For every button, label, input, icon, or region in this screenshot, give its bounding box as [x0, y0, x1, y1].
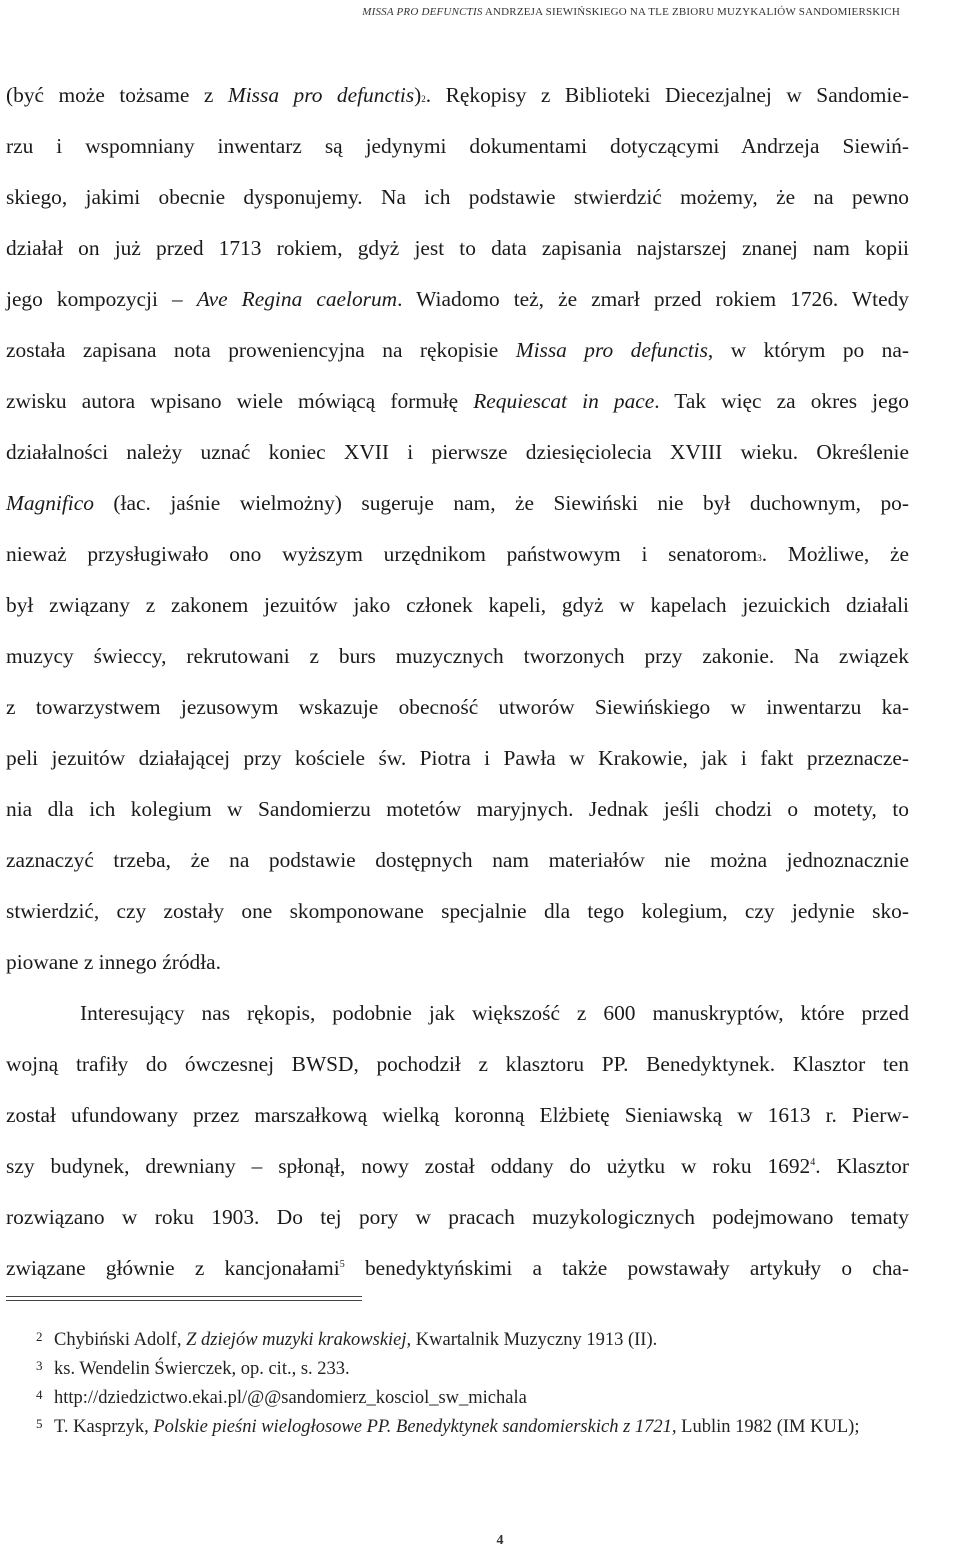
body-text [6, 70, 909, 1294]
page-number: 4 [496, 1533, 504, 1548]
text-line: rzu i wspomniany inwentarz są jedynymi dokumentami dotyczącymi Andrzeja Siewiń- [6, 134, 909, 158]
text-line: peli jezuitów działającej przy kościele św. Piotra i Pawła w Krakowie, jak i fakt przeznacze- [6, 746, 909, 770]
text-line: działał on już przed 1713 rokiem, gdyż jest to data zapisania najstarszej znanej nam kopii [6, 236, 909, 260]
footnote-separator [6, 1296, 362, 1297]
footnote-number: 2 [36, 1329, 43, 1344]
footnote-item [36, 1355, 960, 1384]
text-line: (być może tożsame z Missa pro defunctis)2. Rękopisy z Biblioteki Diecezjalnej w Sandomie- [6, 83, 909, 107]
footnote-item [36, 1326, 960, 1355]
text-line: został ufundowany przez marszałkową wielką koronną Elżbietę Sieniawską w 1613 r. Pierw- [6, 1103, 909, 1127]
text-line: piowane z innego źródła. [6, 950, 222, 974]
text-line: zwisku autora wpisano wiele mówiącą formułę Requiescat in pace. Tak więc za okres jego [6, 389, 909, 413]
footnote-separator [6, 1300, 362, 1301]
text-line: nieważ przysługiwało ono wyższym urzędnikom państwowym i senatorom3. Możliwe, że [6, 542, 910, 566]
footnote-number: 5 [36, 1416, 43, 1431]
running-header-italic: MISSA PRO DEFUNCTIS [362, 6, 483, 18]
text-line: muzycy świeccy, rekrutowani z burs muzycznych tworzonych przy zakonie. Na związek [6, 644, 909, 668]
text-line: związane głównie z kancjonałami$^5$ benedyktyńskimi a także powstawały artykuły o cha- [6, 1256, 910, 1280]
footnote-item [36, 1384, 960, 1413]
footnote-ref-2: 2 [421, 94, 426, 104]
footnote-number: 3 [36, 1358, 43, 1373]
footnote-number: 4 [36, 1387, 43, 1402]
text-line: stwierdzić, czy zostały one skomponowane specjalnie dla tego kolegium, czy jedynie sko- [6, 899, 909, 923]
text-line: Magnifico (łac. jaśnie wielmożny) sugeruje nam, że Siewiński nie był duchownym, po- [6, 491, 909, 515]
footnote-text: ks. Wendelin Świerczek, op. cit., s. 233. [54, 1359, 350, 1379]
footnote-ref-4: 4 [810, 1157, 816, 1168]
footnote-text: Chybiński Adolf, Z dziejów muzyki krakowskiej, Kwartalnik Muzyczny 1913 (II). [54, 1330, 658, 1350]
footnote-ref-3: 3 [757, 553, 762, 563]
footnotes [36, 1326, 960, 1442]
paragraph-start-line: Interesujący nas rękopis, podobnie jak większość z 600 manuskryptów, które przed [80, 1001, 909, 1025]
footnote-text: T. Kasprzyk, Polskie pieśni wielogłosowe PP. Benedyktynek sandomierskich z 1721, Lublin 1982 (IM KUL); [54, 1417, 860, 1437]
text-line: z towarzystwem jezusowym wskazuje obecność utworów Siewińskiego w inwentarzu ka- [6, 695, 909, 719]
text-line: szy budynek, drewniany – spłonął, nowy został oddany do użytku w roku 1692$^4$. Klasztor [6, 1154, 909, 1178]
footnote-link[interactable]: http://dziedzictwo.ekai.pl/@@sandomierz_kosciol_sw_michala [54, 1388, 527, 1408]
running-header [362, 6, 900, 18]
text-line: zaznaczyć trzeba, że na podstawie dostępnych nam materiałów nie można jednoznacznie [6, 848, 909, 872]
text-line: rozwiązano w roku 1903. Do tej pory w pracach muzykologicznych podejmowano tematy [6, 1205, 909, 1229]
text-line: jego kompozycji – Ave Regina caelorum. Wiadomo też, że zmarł przed rokiem 1726. Wtedy [6, 287, 909, 311]
footnote-ref-5: 5 [339, 1259, 345, 1270]
footnote-item [36, 1413, 960, 1442]
text-line: działalności należy uznać koniec XVII i pierwsze dziesięciolecia XVIII wieku. Określenie [6, 440, 909, 464]
text-line: skiego, jakimi obecnie dysponujemy. Na ich podstawie stwierdzić możemy, że na pewno [6, 185, 909, 209]
text-line: wojną trafiły do ówczesnej BWSD, pochodził z klasztoru PP. Benedyktynek. Klasztor ten [6, 1052, 909, 1076]
text-line: nia dla ich kolegium w Sandomierzu motetów maryjnych. Jednak jeśli chodzi o motety, to [6, 797, 909, 821]
running-header-text: ANDRZEJA SIEWIŃSKIEGO NA TLE ZBIORU MUZYKALIÓW SANDOMIERSKICH [482, 6, 900, 18]
text-line: był związany z zakonem jezuitów jako członek kapeli, gdyż w kapelach jezuickich działali [6, 593, 909, 617]
text-line: została zapisana nota proweniencyjna na rękopisie Missa pro defunctis, w którym po na- [6, 338, 909, 362]
